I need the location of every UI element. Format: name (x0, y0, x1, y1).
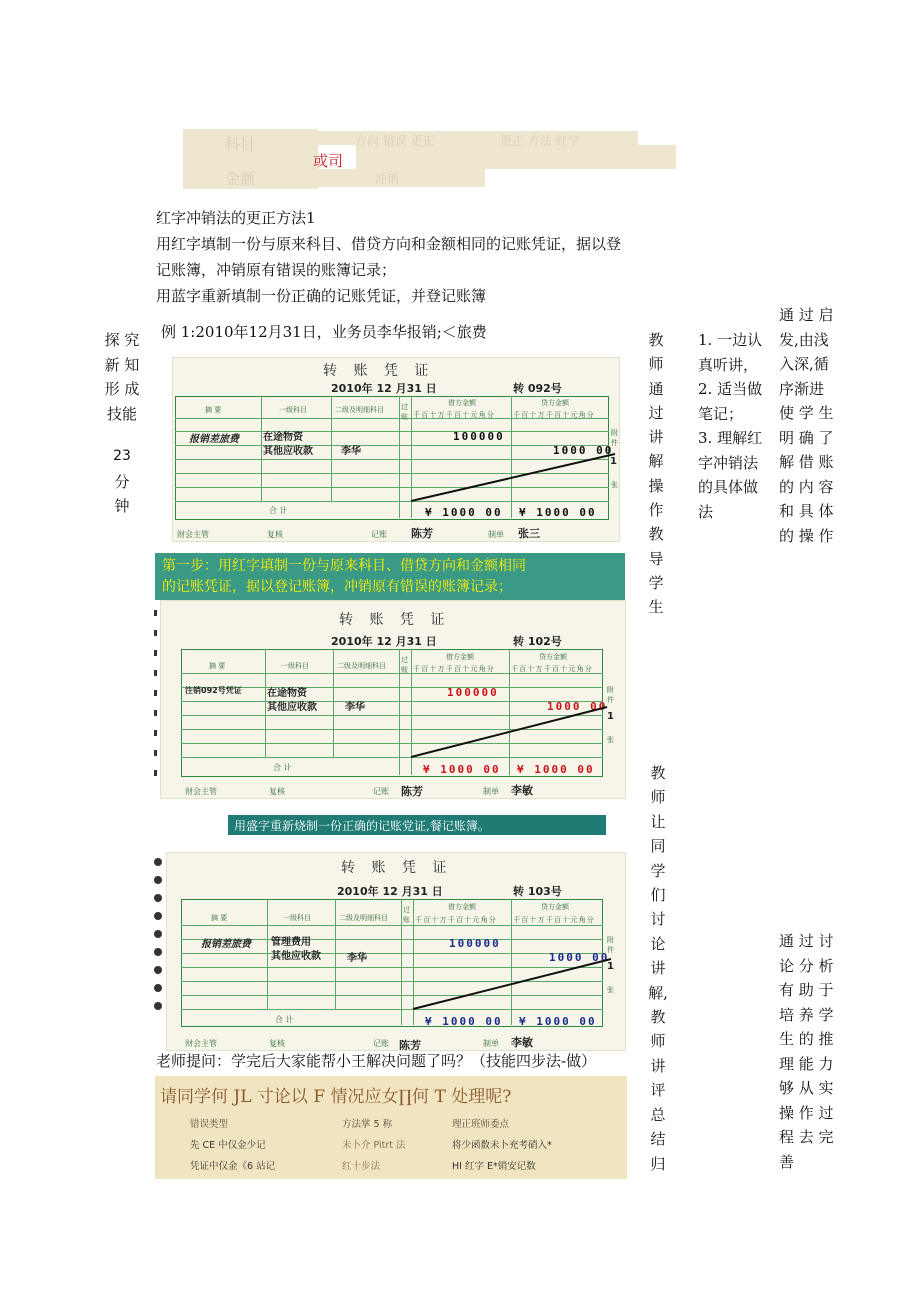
attach-unit: 张 (607, 736, 614, 744)
step-two-text: 用盛字重新烧制一份正确的记账党证,餐记账簿。 (234, 819, 490, 833)
debit-amount: 100000 (449, 937, 501, 950)
col-summary: 摘 要 (211, 914, 228, 922)
row2-method: 红十步法 (342, 1161, 381, 1172)
footer-supervisor: 财会主管 (177, 530, 209, 539)
total-credit: ¥ 1000 00 (517, 763, 595, 776)
row2-points: HI 红字 E*销安记数 (452, 1161, 536, 1172)
header-method: 方法掌 5 称 (342, 1119, 393, 1130)
footer-review: 复核 (267, 530, 283, 539)
voucher-date: 2010年 12 月31 日 (331, 635, 437, 648)
teacher-char: 们 (650, 886, 666, 905)
attach-label: 附件 (607, 686, 614, 704)
hole-icon (154, 948, 162, 956)
footer-review: 复核 (269, 787, 285, 796)
header-blur-3: 方向 错误 更正 (355, 134, 435, 148)
attach-count: 1 (607, 961, 614, 972)
credit-digits: 千百十万千百十元角分 (513, 411, 595, 419)
intent-line: 理 能 力 (779, 1054, 834, 1073)
account-2: 其他应收款 (271, 951, 321, 962)
voucher-date: 2010年 12 月31 日 (331, 382, 437, 395)
attach-label: 附件 (611, 429, 618, 447)
footer-bookkeeper: 记账 (373, 787, 389, 796)
intent-line: 的 操 作 (779, 526, 834, 545)
teacher-char: 讲 (650, 959, 666, 978)
hole-icon (154, 710, 157, 716)
account-1: 管理费用 (271, 937, 311, 948)
teacher-char: 过 (648, 403, 664, 422)
hole-icon (154, 610, 157, 616)
credit-digits: 千百十万千百十元角分 (513, 916, 595, 924)
bookkeeper-signature: 陈芳 (399, 1039, 421, 1051)
credit-amount: 1000 00 (547, 700, 608, 713)
col-account: 一级科目 (279, 406, 307, 414)
student-line: 法 (698, 502, 714, 521)
hole-icon (154, 690, 157, 696)
teacher-char: 教 (648, 331, 664, 349)
voucher-number: 转 102号 (513, 635, 562, 648)
summary-text: 注销092号凭证 (185, 686, 242, 695)
stage-line: 新 知 (104, 355, 140, 374)
teacher-question: 老师提问：学完后大家能帮小王解决问题了吗？（技能四步法-做） (156, 1052, 597, 1070)
voucher-date: 2010年 12 月31 日 (337, 885, 443, 898)
intent-line: 使 学 生 (779, 404, 834, 422)
strike-line (167, 853, 625, 1050)
footer-supervisor: 财会主管 (185, 1039, 217, 1048)
col-account: 一级科目 (283, 914, 311, 922)
time-unit-char: 分 (114, 473, 130, 491)
hole-icon (154, 750, 157, 756)
hole-icon (154, 966, 162, 974)
intent-line: 够 从 实 (779, 1079, 834, 1097)
summary-text: 报销差旅费 (189, 434, 239, 445)
hole-icon (154, 894, 162, 902)
hole-icon (154, 630, 157, 636)
student-activity (698, 328, 770, 524)
header-red-text: 或司 (313, 152, 344, 170)
voucher-title: 转 账 凭 证 (339, 612, 451, 628)
teacher-char: 生 (648, 598, 664, 617)
teacher-activity-2 (644, 761, 672, 1176)
teacher-char: 导 (648, 549, 664, 568)
voucher-title: 转 账 凭 证 (323, 363, 435, 379)
col-sub: 二级及明细科目 (339, 914, 388, 922)
teacher-char: 学 (648, 573, 664, 592)
teacher-char: 总 (650, 1105, 666, 1124)
col-sub: 二级及明细科目 (335, 406, 384, 414)
stage-label (100, 328, 144, 426)
teacher-char: 师 (650, 788, 666, 807)
hole-icon (154, 650, 157, 656)
hole-icon (154, 984, 162, 992)
total-credit: ¥ 1000 00 (519, 506, 597, 519)
student-line: 3. 理解红 (698, 429, 763, 447)
row2-error: 凭证中仅金《6 站记 (190, 1161, 276, 1172)
hole-icon (154, 1002, 162, 1010)
teacher-char: 解 (648, 452, 664, 471)
teacher-char: 同 (650, 837, 666, 856)
footer-supervisor: 财会主管 (185, 787, 217, 796)
hole-icon (154, 670, 157, 676)
time-unit (108, 470, 136, 518)
intent-line: 程 去 完 (779, 1128, 834, 1146)
teacher-char: 讲 (648, 428, 664, 447)
intent-line: 通 过 启 (779, 306, 834, 324)
teacher-activity-1 (644, 328, 668, 620)
teacher-char: 结 (650, 1130, 666, 1149)
bookkeeper-signature: 陈芳 (401, 785, 423, 798)
header-blur-1: 科目 (225, 135, 256, 153)
bookkeeper-signature: 陈芳 (411, 527, 433, 540)
design-intent-1 (779, 303, 839, 548)
hole-icon (154, 858, 162, 866)
intent-line: 操 作 过 (779, 1103, 834, 1122)
sub-account: 李华 (345, 702, 365, 713)
total-label: 合 计 (275, 1015, 294, 1024)
maker-signature: 李敏 (511, 784, 533, 797)
footer-bookkeeper: 记账 (373, 1039, 389, 1048)
summary-text: 报销差旅费 (201, 939, 251, 950)
strike-line (161, 601, 625, 798)
intent-line: 发,由浅 (779, 330, 829, 349)
teacher-char: 学 (650, 861, 666, 880)
binder-holes (154, 858, 164, 1020)
voucher-number: 转 092号 (513, 382, 562, 395)
col-post: 过账 (401, 656, 408, 674)
teacher-char: 评 (650, 1081, 666, 1100)
stage-line: 形 成 (104, 380, 140, 398)
student-line: 笔记； (698, 404, 744, 423)
total-credit: ¥ 1000 00 (519, 1015, 597, 1028)
hole-icon (154, 912, 162, 920)
time-unit-char: 钟 (114, 497, 130, 515)
teacher-char: 归 (650, 1154, 666, 1173)
debit-amount: 100000 (447, 686, 499, 699)
header-blur-4: 更正 方法 红字 (500, 134, 580, 148)
sub-account: 李华 (341, 446, 361, 457)
method-line-1: 用红字填制一份与原来科目、借贷方向和金额相同的记账凭证，据以登 (156, 235, 622, 253)
credit-amount: 1000 00 (553, 444, 614, 457)
col-credit: 贷方金额 (539, 653, 567, 661)
student-line: 2. 适当做 (698, 380, 763, 398)
discussion-title: 请同学何 JL 寸论以 F 情况应女∏何 T 处理呢? (160, 1087, 512, 1107)
hole-icon (154, 770, 157, 776)
header-error-type: 错误类型 (190, 1119, 229, 1130)
intent-line: 入深,循 (779, 355, 829, 373)
teacher-char: 让 (650, 812, 666, 831)
row1-method: 未卜介 Pitrt 法 (342, 1140, 406, 1151)
teacher-char: 教 (650, 764, 666, 782)
intent-line: 通 过 讨 (779, 932, 834, 950)
step-one-line-2: 的记账凭证，据以登记账簿，冲销原有错误的账簿记录； (162, 579, 512, 595)
attach-count: 1 (610, 456, 617, 467)
footer-maker: 制单 (483, 1039, 499, 1048)
teacher-char: 教 (650, 1008, 666, 1027)
intent-line: 善 (779, 1152, 795, 1171)
step-one-line-1: 第一步：用红字填制一份与原来科目、借贷方向和金额相同 (162, 558, 526, 574)
design-intent-2 (779, 929, 839, 1174)
row1-points: 将少函数未卜充考硝入* (452, 1140, 552, 1151)
header-band-bottom (318, 169, 485, 187)
strike-line (413, 959, 611, 1009)
col-account: 一级科目 (281, 662, 309, 670)
debit-digits: 千百十万千百十元角分 (413, 411, 495, 419)
credit-amount: 1000 00 (549, 951, 610, 964)
row1-error: 先 CE 中仅金少记 (190, 1140, 266, 1151)
teacher-char: 师 (648, 355, 664, 374)
attach-unit: 张 (611, 481, 618, 489)
hole-icon (154, 876, 162, 884)
header-blur-2: 金额 (225, 170, 256, 188)
account-2: 其他应收款 (263, 446, 313, 457)
teacher-char: 讨 (650, 910, 666, 929)
col-summary: 摘 要 (209, 662, 226, 670)
account-1: 在途物资 (267, 688, 307, 699)
total-label: 合 计 (269, 506, 288, 515)
intent-line: 序渐进 (779, 379, 825, 398)
voucher-number: 转 103号 (513, 885, 562, 898)
method-line-2: 记账簿，冲销原有错误的账簿记录； (156, 261, 397, 279)
maker-signature: 李敏 (511, 1036, 533, 1049)
col-credit: 贷方金额 (541, 399, 569, 407)
debit-amount: 100000 (453, 430, 505, 443)
voucher-092 (172, 357, 620, 542)
intent-line: 明 确 了 (779, 428, 834, 447)
total-label: 合 计 (273, 763, 292, 772)
col-summary: 摘 要 (205, 406, 222, 414)
total-debit: ¥ 1000 00 (423, 763, 501, 776)
teacher-char: 作 (648, 501, 664, 520)
total-debit: ¥ 1000 00 (425, 1015, 503, 1028)
hole-icon (154, 930, 162, 938)
intent-line: 论 分 析 (779, 956, 834, 975)
student-line: 1. 一边认 (698, 331, 763, 349)
account-2: 其他应收款 (267, 702, 317, 713)
example-text: 例 1:2010年12月31日，业务员李华报销;＜旅费 (161, 323, 487, 341)
voucher-102 (160, 600, 626, 799)
col-post: 过账 (403, 906, 410, 924)
col-post: 过账 (401, 403, 408, 421)
hole-icon (154, 730, 157, 736)
col-sub: 二级及明细科目 (337, 662, 386, 670)
sub-account: 李华 (347, 953, 367, 964)
col-debit: 借方金额 (448, 903, 476, 911)
intent-line: 和 具 体 (779, 502, 834, 520)
teacher-char: 讲 (650, 1056, 666, 1075)
method-line-3: 用蓝字重新填制一份正确的记账凭证，并登记账簿 (156, 287, 487, 305)
credit-digits: 千百十万千百十元角分 (511, 665, 593, 673)
teacher-char: 操 (648, 476, 664, 495)
attach-unit: 张 (607, 986, 614, 994)
header-blur-5: 冲销 (375, 172, 400, 186)
stage-line: 探 究 (104, 331, 140, 349)
header-key-points: 理正班师委点 (452, 1119, 510, 1130)
stage-line: 技能 (106, 404, 137, 423)
col-debit: 借方金额 (448, 399, 476, 407)
teacher-char: 师 (650, 1032, 666, 1051)
col-credit: 贷方金额 (541, 903, 569, 911)
debit-digits: 千百十万千百十元角分 (413, 665, 495, 673)
maker-signature: 张三 (518, 527, 540, 540)
intent-line: 的 内 容 (779, 477, 834, 496)
debit-digits: 千百十万千百十元角分 (415, 916, 497, 924)
col-debit: 借方金额 (446, 653, 474, 661)
voucher-title: 转 账 凭 证 (341, 860, 453, 876)
intent-line: 生 的 推 (779, 1030, 834, 1048)
intent-line: 培 养 学 (779, 1005, 834, 1024)
attach-count: 1 (607, 711, 614, 722)
time-number: 23 (113, 448, 131, 464)
footer-maker: 制单 (483, 787, 499, 796)
student-line: 真听讲， (698, 355, 759, 374)
strike-line (411, 454, 615, 501)
account-1: 在途物资 (263, 432, 303, 443)
method-title: 红字冲销法的更正方法1 (156, 209, 316, 227)
footer-review: 复核 (269, 1039, 285, 1048)
footer-maker: 制单 (488, 530, 504, 539)
teacher-char: 解, (648, 983, 668, 1002)
student-line: 字冲销法 (698, 453, 759, 472)
teacher-char: 论 (650, 934, 666, 953)
strike-line (173, 358, 619, 541)
teacher-char: 教 (648, 525, 664, 544)
total-debit: ¥ 1000 00 (425, 506, 503, 519)
footer-bookkeeper: 记账 (371, 530, 387, 539)
teacher-char: 通 (648, 379, 664, 398)
attach-label: 附件 (607, 936, 614, 954)
voucher-103 (166, 852, 626, 1051)
intent-line: 有 助 于 (779, 981, 834, 999)
strike-line (411, 707, 607, 757)
intent-line: 解 借 账 (779, 453, 834, 471)
student-line: 的具体做 (698, 478, 759, 496)
